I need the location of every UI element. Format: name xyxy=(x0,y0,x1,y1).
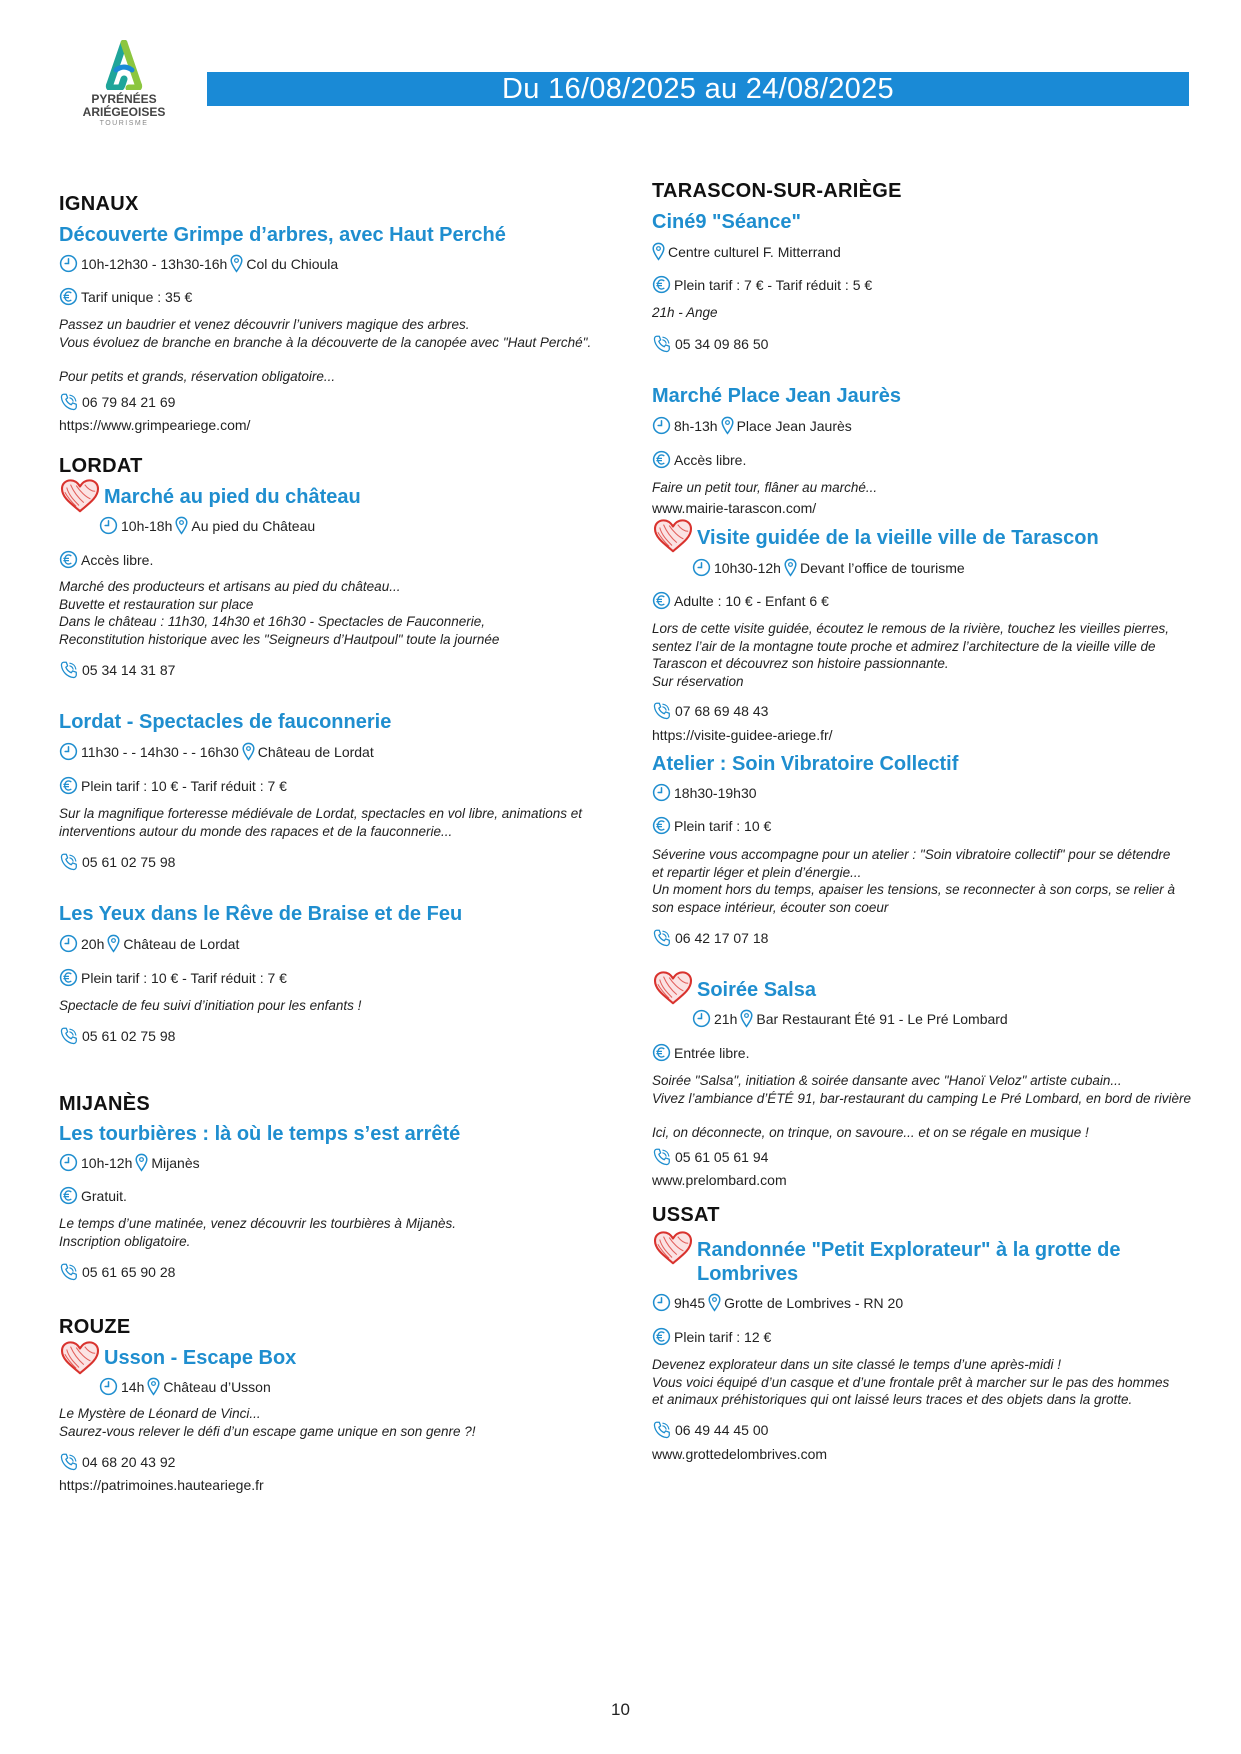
event-link[interactable]: www.prelombard.com xyxy=(652,1172,787,1188)
location-pin-icon xyxy=(721,416,734,435)
desc-line: sentez l’air de la montagne toute proche et admirez l’architecture de la vieille ville de xyxy=(652,638,1156,654)
clock-icon xyxy=(652,783,671,802)
town-heading: LORDAT xyxy=(59,455,143,477)
event-title[interactable]: Marché au pied du château xyxy=(104,486,361,508)
event-price xyxy=(59,287,192,306)
desc-line: Vivez l’ambiance d’ÉTÉ 91, bar-restaurant du camping Le Pré Lombard, en bord de rivière xyxy=(652,1090,1192,1106)
event-link[interactable]: www.grottedelombrives.com xyxy=(652,1446,828,1462)
event-place: Place Jean Jaurès xyxy=(736,417,852,434)
event-description xyxy=(59,368,619,386)
event-title[interactable]: Atelier : Soin Vibratoire Collectif xyxy=(652,753,959,775)
event-description xyxy=(652,1124,1212,1142)
event-price xyxy=(652,275,872,294)
event-phone[interactable] xyxy=(652,1420,768,1440)
event-place: Devant l’office de tourisme xyxy=(799,559,965,576)
event-description xyxy=(59,316,619,351)
event-link[interactable]: https://visite-guidee-ariege.fr/ xyxy=(652,727,833,743)
event-phone[interactable] xyxy=(652,334,768,354)
event-price xyxy=(59,968,287,987)
event-phone[interactable] xyxy=(652,928,768,948)
event-place-row xyxy=(652,242,841,261)
event-time: 20h xyxy=(81,935,105,952)
event-description xyxy=(59,1405,619,1440)
event-time-place xyxy=(652,416,852,435)
event-description xyxy=(652,479,1212,497)
location-pin-icon xyxy=(107,934,120,953)
desc-line: Séverine vous accompagne pour un atelier : "Soin vibratoire collectif" pour se détendre xyxy=(652,847,1171,862)
logo-line3: TOURISME xyxy=(99,120,149,127)
event-description xyxy=(59,578,619,648)
phone-icon xyxy=(59,660,79,680)
event-description xyxy=(59,997,619,1015)
town-heading: MIJANÈS xyxy=(59,1093,151,1115)
euro-icon xyxy=(652,275,671,294)
event-time: 11h30 - - 14h30 - - 16h30 xyxy=(81,743,239,760)
event-place: Château d’Usson xyxy=(163,1378,271,1395)
heart-icon xyxy=(59,1340,101,1376)
desc-line: Inscription obligatoire. xyxy=(59,1233,191,1249)
phone-number[interactable]: 05 34 09 86 50 xyxy=(675,336,769,352)
event-place: Grotte de Lombrives - RN 20 xyxy=(724,1294,904,1311)
phone-icon xyxy=(652,701,672,721)
euro-icon xyxy=(652,591,671,610)
desc-line: Faire un petit tour, flâner au marché... xyxy=(652,480,878,495)
desc-line: Tarascon et découvrez son histoire passionnante. xyxy=(652,656,949,671)
desc-line: Sur la magnifique forteresse médiévale de Lordat, spectacles en vol libre, animations et xyxy=(59,806,583,821)
event-price-text: Plein tarif : 10 € - Tarif réduit : 7 € xyxy=(81,777,287,794)
event-price-text: Accès libre. xyxy=(81,551,154,568)
heart-icon xyxy=(652,518,694,554)
event-price-text: Plein tarif : 12 € xyxy=(674,1328,772,1345)
phone-icon xyxy=(59,392,79,412)
phone-icon xyxy=(652,1147,672,1167)
euro-icon xyxy=(59,287,78,306)
event-time-place xyxy=(692,558,965,577)
event-price xyxy=(652,816,771,835)
desc-line: Saurez-vous relever le défi d’un escape game unique en son genre ?! xyxy=(59,1423,476,1439)
desc-line: et repartir léger et plein d’énergie... xyxy=(652,864,862,880)
event-price xyxy=(59,550,153,569)
desc-line: Marché des producteurs et artisans au pied du château... xyxy=(59,579,401,594)
event-place: Château de Lordat xyxy=(257,743,374,760)
event-link[interactable]: www.mairie-tarascon.com/ xyxy=(652,500,817,516)
event-time-place xyxy=(59,742,374,761)
event-place: Mijanès xyxy=(151,1154,200,1171)
phone-number[interactable]: 05 61 02 75 98 xyxy=(82,1028,176,1044)
clock-icon xyxy=(99,516,118,535)
phone-icon xyxy=(652,1420,672,1440)
desc-line: Soirée "Salsa", initiation & soirée dansante avec "Hanoï Veloz" artiste cubain... xyxy=(652,1073,1122,1088)
event-title[interactable]: Usson - Escape Box xyxy=(104,1347,297,1369)
phone-number[interactable]: 04 68 20 43 92 xyxy=(82,1454,176,1470)
event-link[interactable]: https://patrimoines.hauteariege.fr xyxy=(59,1477,264,1493)
desc-line: Dans le château : 11h30, 14h30 et 16h30 - Spectacles de Fauconnerie, xyxy=(59,614,486,629)
event-description xyxy=(652,1072,1212,1107)
desc-line: Passez un baudrier et venez découvrir l’univers magique des arbres. xyxy=(59,317,470,332)
euro-icon xyxy=(652,1043,671,1062)
town-heading: IGNAUX xyxy=(59,193,139,215)
event-place: Col du Chioula xyxy=(246,255,339,272)
desc-line: Reconstitution historique avec les "Seigneurs d’Hautpoul" toute la journée xyxy=(59,631,500,647)
event-title[interactable]: Découverte Grimpe d’arbres, avec Haut Perché xyxy=(59,224,506,246)
phone-number[interactable]: 06 49 44 45 00 xyxy=(675,1422,769,1438)
event-title[interactable]: Marché Place Jean Jaurès xyxy=(652,385,902,407)
desc-line: Spectacle de feu suivi d’initiation pour les enfants ! xyxy=(59,998,362,1013)
event-price-text: Tarif unique : 35 € xyxy=(81,288,193,305)
euro-icon xyxy=(59,968,78,987)
desc-line: Ici, on déconnecte, on trinque, on savoure... et on se régale en musique ! xyxy=(652,1125,1089,1140)
event-price xyxy=(59,776,287,795)
event-price xyxy=(652,1327,771,1346)
phone-icon xyxy=(652,928,672,948)
location-pin-icon xyxy=(175,516,188,535)
event-time-place xyxy=(99,516,315,535)
event-price-text: Gratuit. xyxy=(81,1187,127,1204)
location-pin-icon xyxy=(147,1377,160,1396)
event-title[interactable]: Soirée Salsa xyxy=(697,979,816,1001)
page-number: 10 xyxy=(611,1700,630,1719)
heart-icon xyxy=(652,970,694,1006)
event-time-place xyxy=(692,1009,1008,1028)
phone-number[interactable]: 06 79 84 21 69 xyxy=(82,394,176,410)
event-price-text: Plein tarif : 7 € - Tarif réduit : 5 € xyxy=(674,276,873,293)
euro-icon xyxy=(59,1186,78,1205)
event-title[interactable]: Randonnée "Petit Explorateur" à la grotte de Lombrives xyxy=(697,1239,1121,1285)
location-pin-icon xyxy=(242,742,255,761)
event-description xyxy=(652,1356,1212,1409)
event-price-text: Accès libre. xyxy=(674,451,747,468)
event-time: 10h-18h xyxy=(121,517,173,534)
clock-icon xyxy=(99,1377,118,1396)
event-time: 10h-12h xyxy=(81,1154,133,1171)
clock-icon xyxy=(59,742,78,761)
event-title[interactable]: Les Yeux dans le Rêve de Braise et de Feu xyxy=(59,903,463,925)
phone-icon xyxy=(59,1262,79,1282)
desc-line: et animaux préhistoriques qui ont laissé leurs traces et des objets dans la grotte. xyxy=(652,1392,1133,1407)
event-place: Au pied du Château xyxy=(191,517,316,534)
clock-icon xyxy=(652,1293,671,1312)
event-description xyxy=(652,620,1212,690)
clock-icon xyxy=(692,558,711,577)
event-place: Château de Lordat xyxy=(123,935,240,952)
desc-line: interventions autour du monde des rapaces et de la fauconnerie... xyxy=(59,823,453,839)
event-title[interactable]: Visite guidée de la vieille ville de Tarascon xyxy=(697,527,1099,549)
phone-icon xyxy=(59,1026,79,1046)
event-time-row xyxy=(652,783,757,802)
event-time-place xyxy=(99,1377,271,1396)
heart-icon xyxy=(652,1230,694,1266)
clock-icon xyxy=(59,934,78,953)
location-pin-icon xyxy=(652,242,665,261)
desc-line: Buvette et restauration sur place xyxy=(59,596,254,612)
clock-icon xyxy=(59,254,78,273)
event-price-text: Adulte : 10 € - Enfant 6 € xyxy=(674,592,829,609)
heart-icon xyxy=(59,478,101,514)
euro-icon xyxy=(652,1327,671,1346)
event-time: 14h xyxy=(121,1378,145,1395)
event-price xyxy=(652,591,829,610)
phone-icon xyxy=(59,1452,79,1472)
phone-number[interactable]: 06 42 17 07 18 xyxy=(675,930,769,946)
event-time-place xyxy=(59,934,239,953)
event-price-text: Entrée libre. xyxy=(674,1044,750,1061)
event-phone[interactable] xyxy=(652,1147,768,1167)
event-price-text: Plein tarif : 10 € xyxy=(674,817,772,834)
desc-line: 21h - Ange xyxy=(652,305,718,320)
date-range-banner: Du 16/08/2025 au 24/08/2025 xyxy=(207,72,1189,106)
phone-number[interactable]: 05 61 65 90 28 xyxy=(82,1264,176,1280)
clock-icon xyxy=(692,1009,711,1028)
location-pin-icon xyxy=(230,254,243,273)
desc-line: Un moment hors du temps, apaiser les tensions, se reconnecter à son corps, se relier à xyxy=(652,882,1175,897)
phone-number[interactable]: 05 61 05 61 94 xyxy=(675,1149,769,1165)
desc-line: Sur réservation xyxy=(652,673,744,689)
event-description xyxy=(652,304,1212,322)
event-phone[interactable] xyxy=(59,392,175,412)
location-pin-icon xyxy=(135,1153,148,1172)
event-time-place xyxy=(652,1293,903,1312)
event-place: Centre culturel F. Mitterrand xyxy=(668,243,841,260)
logo-line2: ARIÉGEOISES xyxy=(82,105,166,119)
location-pin-icon xyxy=(784,558,797,577)
event-phone[interactable] xyxy=(59,660,175,680)
event-title[interactable]: Lordat - Spectacles de fauconnerie xyxy=(59,711,392,733)
logo xyxy=(74,40,174,129)
event-phone[interactable] xyxy=(59,852,175,872)
town-heading: ROUZE xyxy=(59,1316,131,1338)
phone-number[interactable]: 05 34 14 31 87 xyxy=(82,662,176,678)
event-phone[interactable] xyxy=(59,1262,175,1282)
desc-line: son espace intérieur, écouter son coeur xyxy=(652,899,889,915)
event-title[interactable]: Ciné9 "Séance" xyxy=(652,211,802,233)
event-link[interactable]: https://www.grimpeariege.com/ xyxy=(59,417,251,433)
event-time: 8h-13h xyxy=(674,417,718,434)
logo-mark-icon xyxy=(102,40,146,90)
event-phone[interactable] xyxy=(652,701,768,721)
euro-icon xyxy=(59,776,78,795)
event-price xyxy=(652,450,746,469)
logo-line1: PYRÉNÉES xyxy=(91,92,157,106)
town-heading: USSAT xyxy=(652,1204,720,1226)
desc-line: Le temps d’une matinée, venez découvrir les tourbières à Mijanès. xyxy=(59,1216,456,1231)
clock-icon xyxy=(59,1153,78,1172)
event-time: 21h xyxy=(714,1010,738,1027)
event-price xyxy=(652,1043,749,1062)
phone-icon xyxy=(59,852,79,872)
event-phone[interactable] xyxy=(59,1452,175,1472)
phone-number[interactable]: 07 68 69 48 43 xyxy=(675,703,769,719)
phone-icon xyxy=(652,334,672,354)
event-place: Bar Restaurant Été 91 - Le Pré Lombard xyxy=(756,1010,1008,1027)
desc-line: Vous voici équipé d’un casque et d’une frontale prêt à marcher sur le pas des hommes xyxy=(652,1374,1170,1390)
event-phone[interactable] xyxy=(59,1026,175,1046)
event-price-text: Plein tarif : 10 € - Tarif réduit : 7 € xyxy=(81,969,287,986)
euro-icon xyxy=(59,550,78,569)
event-time: 18h30-19h30 xyxy=(674,784,757,801)
desc-line: Pour petits et grands, réservation obligatoire... xyxy=(59,369,336,384)
event-time: 10h30-12h xyxy=(714,559,781,576)
event-time-place xyxy=(59,1153,200,1172)
desc-line: Le Mystère de Léonard de Vinci... xyxy=(59,1406,261,1421)
event-description xyxy=(59,805,619,840)
location-pin-icon xyxy=(740,1009,753,1028)
desc-line: Devenez explorateur dans un site classé le temps d’une après-midi ! xyxy=(652,1357,1061,1372)
event-time: 10h-12h30 - 13h30-16h xyxy=(81,255,228,272)
event-description xyxy=(652,846,1212,916)
euro-icon xyxy=(652,450,671,469)
desc-line: Vous évoluez de branche en branche à la découverte de la canopée avec "Haut Perché". xyxy=(59,334,592,350)
euro-icon xyxy=(652,816,671,835)
event-price xyxy=(59,1186,127,1205)
clock-icon xyxy=(652,416,671,435)
location-pin-icon xyxy=(708,1293,721,1312)
desc-line: Lors de cette visite guidée, écoutez le remous de la rivière, touchez les vieilles pierres, xyxy=(652,621,1170,636)
event-time-place xyxy=(59,254,338,273)
event-title[interactable]: Les tourbières : là où le temps s’est arrêté xyxy=(59,1123,461,1145)
event-description xyxy=(59,1215,619,1250)
town-heading: TARASCON-SUR-ARIÈGE xyxy=(652,180,902,202)
phone-number[interactable]: 05 61 02 75 98 xyxy=(82,854,176,870)
event-time: 9h45 xyxy=(674,1294,706,1311)
